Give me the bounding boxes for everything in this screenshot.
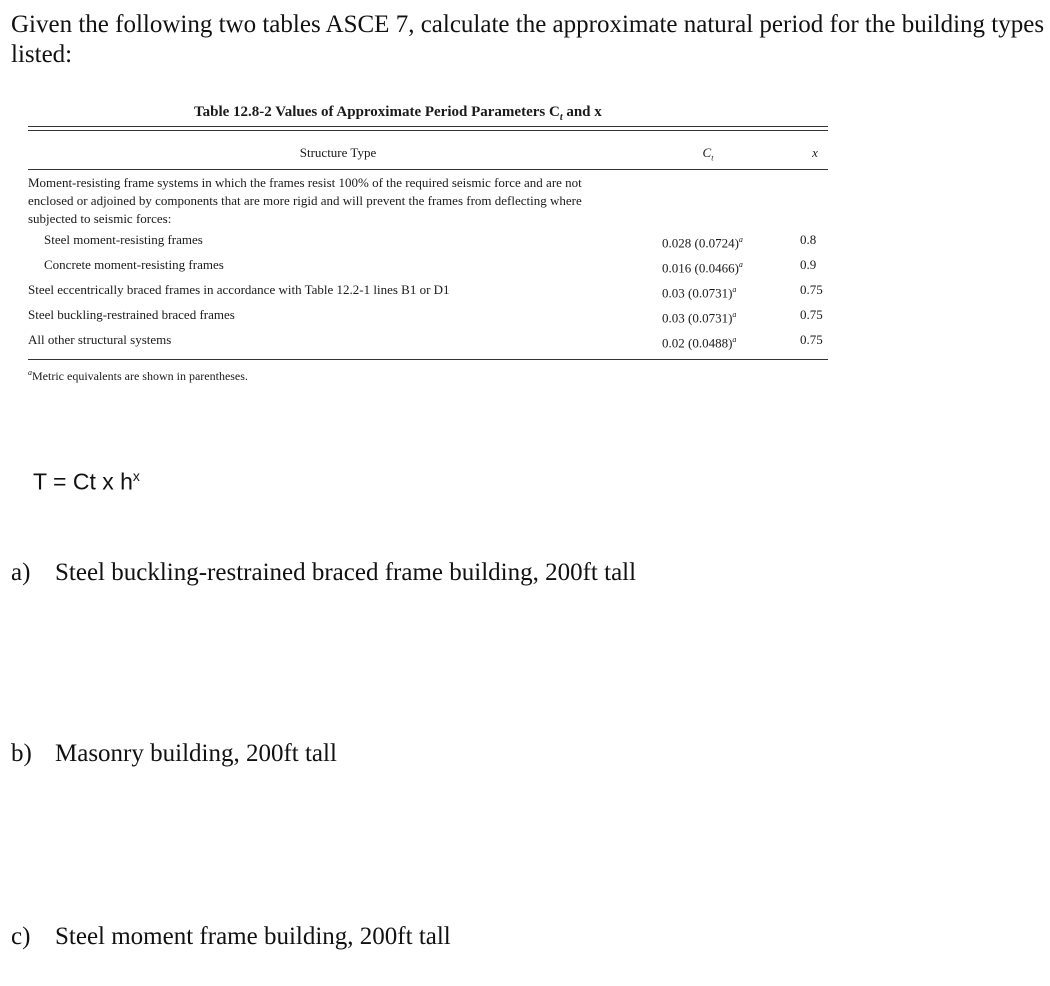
table-caption — [28, 100, 828, 124]
header-x: x — [812, 145, 818, 160]
row-ct-value: 0.03 (0.0731) — [662, 310, 733, 326]
row-label: Steel moment-resisting frames — [44, 232, 203, 247]
row-label: All other structural systems — [28, 332, 172, 347]
row-ct-footnote-mark: a — [732, 335, 737, 344]
row-ct-value: 0.028 (0.0724) — [662, 235, 739, 251]
formula-text: T = Ct x h — [33, 468, 133, 495]
table-body — [28, 170, 828, 359]
row-ct-value: 0.03 (0.0731) — [662, 285, 733, 301]
row-ct — [662, 281, 736, 302]
row-ct-footnote-mark: a — [732, 285, 737, 294]
footnote-mark: a — [28, 368, 32, 377]
row-ct — [662, 231, 743, 252]
row-ct-footnote-mark: a — [732, 310, 737, 319]
row-x: 0.75 — [800, 282, 823, 297]
table-bottom-rule — [28, 359, 828, 360]
question-c — [11, 923, 451, 951]
row-x: 0.9 — [800, 257, 817, 272]
question-letter: c) — [11, 923, 31, 950]
row-x: 0.8 — [800, 232, 817, 247]
table-paragraph: Moment-resisting frame systems in which the frames resist 100% of the required seismic force and are not enclosed or adjoined by components that are more rigid and will prevent the frames from deflecting where subjected to seismic forces: — [28, 175, 582, 226]
row-ct-footnote-mark: a — [738, 235, 743, 244]
table-row — [28, 281, 828, 299]
table-row — [28, 256, 828, 274]
header-ct — [688, 145, 728, 163]
question-text: Masonry building, 200ft tall — [55, 740, 337, 767]
period-formula — [33, 468, 140, 496]
question-letter: b) — [11, 740, 32, 767]
formula-exponent: x — [132, 468, 140, 484]
table-row — [28, 306, 828, 324]
header-structure-type: Structure Type — [299, 145, 377, 160]
table-row — [28, 231, 828, 249]
row-label: Steel buckling-restrained braced frames — [28, 307, 235, 322]
question-a — [11, 559, 636, 587]
question-text: Steel buckling-restrained braced frame building, 200ft tall — [55, 559, 637, 586]
row-ct — [662, 256, 743, 277]
question-letter: a) — [11, 559, 31, 586]
table-caption-end: and x — [562, 104, 602, 120]
row-label: Concrete moment-resisting frames — [44, 257, 224, 272]
header-ct-main: C — [702, 145, 712, 160]
table-header — [28, 131, 828, 169]
row-x: 0.75 — [800, 307, 823, 322]
period-parameters-table — [28, 100, 828, 384]
row-label: Steel eccentrically braced frames in accordance with Table 12.2-1 lines B1 or D1 — [28, 282, 450, 297]
question-text: Steel moment frame building, 200ft tall — [55, 923, 451, 950]
table-row — [28, 331, 828, 349]
row-ct — [662, 331, 736, 352]
row-x: 0.75 — [800, 332, 823, 347]
table-caption-subscript: t — [559, 112, 563, 123]
header-ct-subscript: t — [711, 153, 714, 163]
row-ct-footnote-mark: a — [738, 260, 743, 269]
table-footnote — [28, 368, 828, 384]
row-ct-value: 0.02 (0.0488) — [662, 335, 733, 351]
row-ct — [662, 306, 736, 327]
question-b — [11, 740, 337, 768]
table-caption-main: Table 12.8-2 Values of Approximate Period Parameters C — [194, 104, 560, 120]
row-ct-value: 0.016 (0.0466) — [662, 260, 739, 276]
footnote-text: Metric equivalents are shown in parentheses. — [32, 369, 248, 383]
intro-text: Given the following two tables ASCE 7, calculate the approximate natural period for the building types listed: — [11, 11, 1045, 68]
